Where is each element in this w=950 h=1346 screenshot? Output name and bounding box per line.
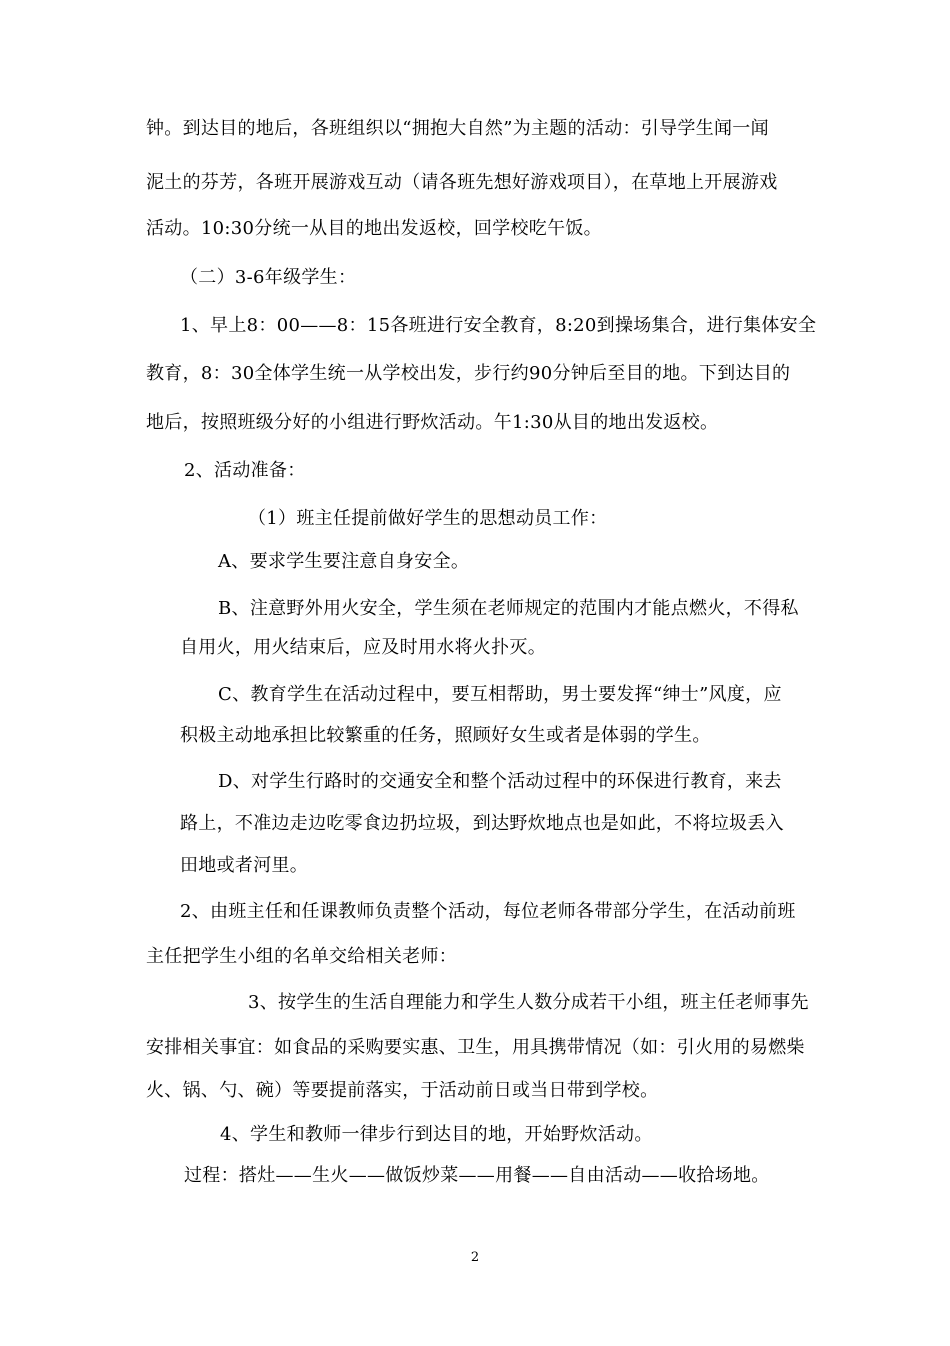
text-line: 1、早上8：00——8：15各班进行安全教育，8:20到操场集合，进行集体安全 [180,315,817,336]
text-line: 4、学生和教师一律步行到达目的地，开始野炊活动。 [220,1124,653,1145]
subsection-heading: 2、活动准备： [184,460,306,481]
text-line: 积极主动地承担比较繁重的任务，照顾好女生或者是体弱的学生。 [180,725,711,746]
text-line: 3、按学生的生活自理能力和学生人数分成若干小组，班主任老师事先 [248,992,809,1013]
text-line: 泥土的芬芳，各班开展游戏互动（请各班先想好游戏项目），在草地上开展游戏 [146,172,778,193]
text-line: 地后，按照班级分好的小组进行野炊活动。午1:30从目的地出发返校。 [146,412,719,433]
page-number: 2 [470,1250,480,1265]
text-line: 过程：搭灶——生火——做饭炒菜——用餐——自由活动——收拾场地。 [184,1165,770,1186]
text-line: （1）班主任提前做好学生的思想动员工作： [248,508,608,529]
text-line: 安排相关事宜：如食品的采购要实惠、卫生，用具携带情况（如：引火用的易燃柴 [146,1037,805,1058]
text-line: 自用火，用火结束后，应及时用水将火扑灭。 [180,637,546,658]
text-line: 2、由班主任和任课教师负责整个活动，每位老师各带部分学生，在活动前班 [180,901,796,922]
text-line: 路上，不准边走边吃零食边扔垃圾，到达野炊地点也是如此，不将垃圾丢入 [180,813,784,834]
text-line: A、要求学生要注意自身安全。 [218,551,470,572]
text-line: D、对学生行路时的交通安全和整个活动过程中的环保进行教育，来去 [218,771,782,792]
text-line: C、教育学生在活动过程中，要互相帮助，男士要发挥“绅士”风度，应 [218,684,782,705]
text-line: 钟。到达目的地后，各班组织以“拥抱大自然”为主题的活动：引导学生闻一闻 [146,118,769,139]
text-line: 主任把学生小组的名单交给相关老师： [146,946,458,967]
text-line: 田地或者河里。 [180,855,309,876]
text-line: B、注意野外用火安全，学生须在老师规定的范围内才能点燃火，不得私 [218,598,799,619]
text-line: 火、锅、勺、碗）等要提前落实，于活动前日或当日带到学校。 [146,1080,659,1101]
section-heading: （二）3-6年级学生： [180,267,357,288]
text-line: 活动。10:30分统一从目的地出发返校，回学校吃午饭。 [146,218,602,239]
text-line: 教育，8：30全体学生统一从学校出发，步行约90分钟后至目的地。下到达目的 [146,363,791,384]
